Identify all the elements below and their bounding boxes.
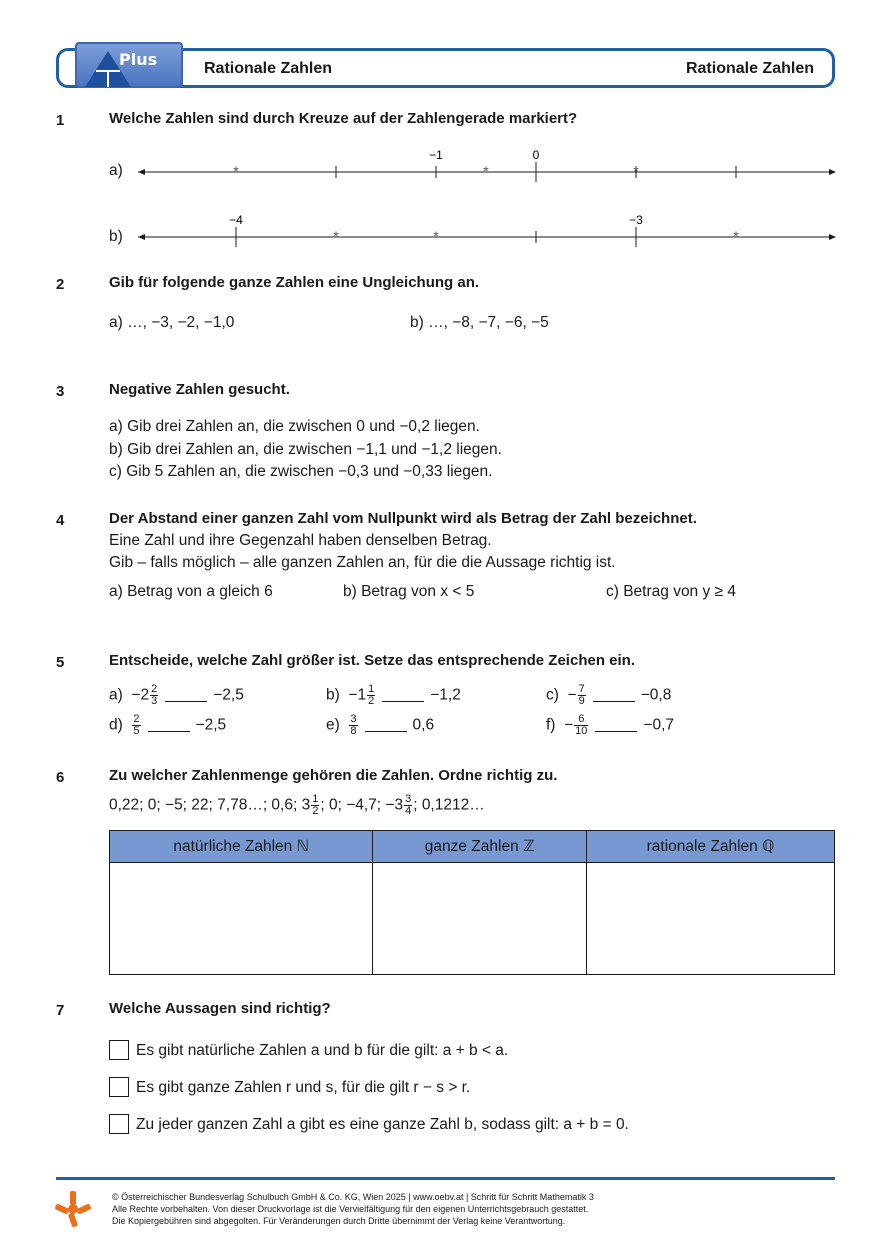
q3-number: 3 <box>56 383 65 400</box>
arrow-left-icon <box>138 234 145 240</box>
q3-b: b) Gib drei Zahlen an, die zwischen −1,1 und −1,2 liegen. <box>109 441 502 458</box>
header-title-right: Rationale Zahlen <box>685 60 814 77</box>
q5-a: a) −2 $\frac{2}{3}$ −2,5 <box>109 683 244 707</box>
label-minus-4: −4 <box>229 213 243 227</box>
answer-blank[interactable] <box>595 731 637 732</box>
q4-number: 4 <box>56 512 65 529</box>
cross-mark: * <box>333 228 339 244</box>
q1-b-label: b) <box>109 228 123 245</box>
footer-line-1: © Österreichischer Bundesverlag Schulbuch GmbH & Co. KG, Wien 2025 | www.oebv.at | Schritt für Schritt Mathematik 3 <box>112 1192 594 1202</box>
fraction: $\frac{2}{5}$ <box>133 713 140 737</box>
q2-title: Gib für folgende ganze Zahlen eine Ungleichung an. <box>109 274 480 291</box>
cross-mark: * <box>233 163 239 179</box>
q4-line2: Eine Zahl und ihre Gegenzahl haben denselben Betrag. <box>109 532 492 549</box>
cell-rational-numbers[interactable] <box>586 863 834 975</box>
label-zero: 0 <box>532 148 540 162</box>
q6-number-list: 0,22; 0; −5; 22; 7,78…; 0,6; 3 $\frac{1}{2}$ ; 0; −4,7; −3 $\frac{3}{4}$ ; 0,1212… <box>109 793 485 817</box>
number-line-a <box>130 142 840 187</box>
col-integers: ganze Zahlen ℤ <box>373 831 587 863</box>
q1-title: Welche Zahlen sind durch Kreuze auf der Zahlengerade markiert? <box>109 110 578 127</box>
answer-blank[interactable] <box>593 701 635 702</box>
fraction: $\frac{6}{10}$ <box>575 713 588 737</box>
label-minus-1: −1 <box>429 148 443 162</box>
q5-f: f) − $\frac{6}{10}$ −0,7 <box>546 713 675 737</box>
q1-number: 1 <box>56 112 65 129</box>
q4-b: b) Betrag von x < 5 <box>343 583 475 600</box>
q2-number: 2 <box>56 276 65 293</box>
logo-label: Plus <box>119 50 158 69</box>
q6-number: 6 <box>56 769 65 786</box>
answer-blank[interactable] <box>165 701 207 702</box>
q2-b: b) …, −8, −7, −6, −5 <box>410 314 549 331</box>
answer-blank[interactable] <box>365 731 407 732</box>
q5-d: d) $\frac{2}{5}$ −2,5 <box>109 713 227 737</box>
number-line-b <box>130 207 840 252</box>
checkbox-statement-2[interactable] <box>109 1077 129 1097</box>
q7-title: Welche Aussagen sind richtig? <box>109 1000 331 1017</box>
cell-integers[interactable] <box>373 863 587 975</box>
q5-number: 5 <box>56 654 65 671</box>
arrow-left-icon <box>138 169 145 175</box>
statement-1: Es gibt natürliche Zahlen a und b für die gilt: a + b < a. <box>136 1042 509 1059</box>
q2-a: a) …, −3, −2, −1,0 <box>109 314 235 331</box>
checkbox-statement-1[interactable] <box>109 1040 129 1060</box>
q4-title: Der Abstand einer ganzen Zahl vom Nullpunkt wird als Betrag der Zahl bezeichnet. <box>109 510 697 527</box>
q4-a: a) Betrag von a gleich 6 <box>109 583 273 600</box>
q5-title: Entscheide, welche Zahl größer ist. Setze das entsprechende Zeichen ein. <box>109 652 635 669</box>
cross-mark: * <box>433 228 439 244</box>
q3-c: c) Gib 5 Zahlen an, die zwischen −0,3 und −0,33 liegen. <box>109 463 493 480</box>
q6-title: Zu welcher Zahlenmenge gehören die Zahlen. Ordne richtig zu. <box>109 767 558 784</box>
cross-mark: * <box>483 163 489 179</box>
statement-3: Zu jeder ganzen Zahl a gibt es eine ganze Zahl b, sodass gilt: a + b = 0. <box>136 1116 629 1133</box>
fraction: $\frac{1}{2}$ <box>368 683 375 707</box>
q4-line3: Gib – falls möglich – alle ganzen Zahlen an, für die die Aussage richtig ist. <box>109 554 616 571</box>
footer-line-3: Die Kopiergebühren sind abgegolten. Für Veränderungen durch Dritte übernimmt der Verlag keine Verantwortung. <box>112 1216 566 1226</box>
fraction: $\frac{3}{4}$ <box>405 793 412 817</box>
statement-2: Es gibt ganze Zahlen r und s, für die gilt r − s > r. <box>136 1079 471 1096</box>
answer-blank[interactable] <box>148 731 190 732</box>
q5-e: e) $\frac{3}{8}$ 0,6 <box>326 713 435 737</box>
header-title-left: Rationale Zahlen <box>204 60 333 77</box>
footer-copyright <box>112 1191 594 1227</box>
q1-a-label: a) <box>109 162 123 179</box>
q7-number: 7 <box>56 1002 65 1019</box>
publisher-star-logo-icon <box>54 1190 92 1228</box>
q5-c: c) − $\frac{7}{9}$ −0,8 <box>546 683 672 707</box>
footer-line-2: Alle Rechte vorbehalten. Von dieser Druckvorlage ist die Vervielfältigung für den eigenen Unterrichtsgebrauch gestattet. <box>112 1204 589 1214</box>
label-minus-3: −3 <box>629 213 643 227</box>
q3-title: Negative Zahlen gesucht. <box>109 381 290 398</box>
fraction: $\frac{2}{3}$ <box>151 683 158 707</box>
fraction: $\frac{1}{2}$ <box>312 793 319 817</box>
cross-mark: * <box>733 228 739 244</box>
arrow-right-icon <box>829 169 836 175</box>
fraction: $\frac{3}{8}$ <box>350 713 357 737</box>
answer-blank[interactable] <box>382 701 424 702</box>
q3-a: a) Gib drei Zahlen an, die zwischen 0 und −0,2 liegen. <box>109 418 480 435</box>
plus-logo <box>75 42 183 88</box>
cell-natural-numbers[interactable] <box>110 863 373 975</box>
q4-c: c) Betrag von y ≥ 4 <box>606 583 736 600</box>
q5-b: b) −1 $\frac{1}{2}$ −1,2 <box>326 683 461 707</box>
footer-divider <box>56 1177 835 1180</box>
cross-mark: * <box>633 163 639 179</box>
arrow-right-icon <box>829 234 836 240</box>
fraction: $\frac{7}{9}$ <box>578 683 585 707</box>
col-rational-numbers: rationale Zahlen ℚ <box>586 831 834 863</box>
number-set-table <box>109 830 835 975</box>
col-natural-numbers: natürliche Zahlen ℕ <box>110 831 373 863</box>
checkbox-statement-3[interactable] <box>109 1114 129 1134</box>
